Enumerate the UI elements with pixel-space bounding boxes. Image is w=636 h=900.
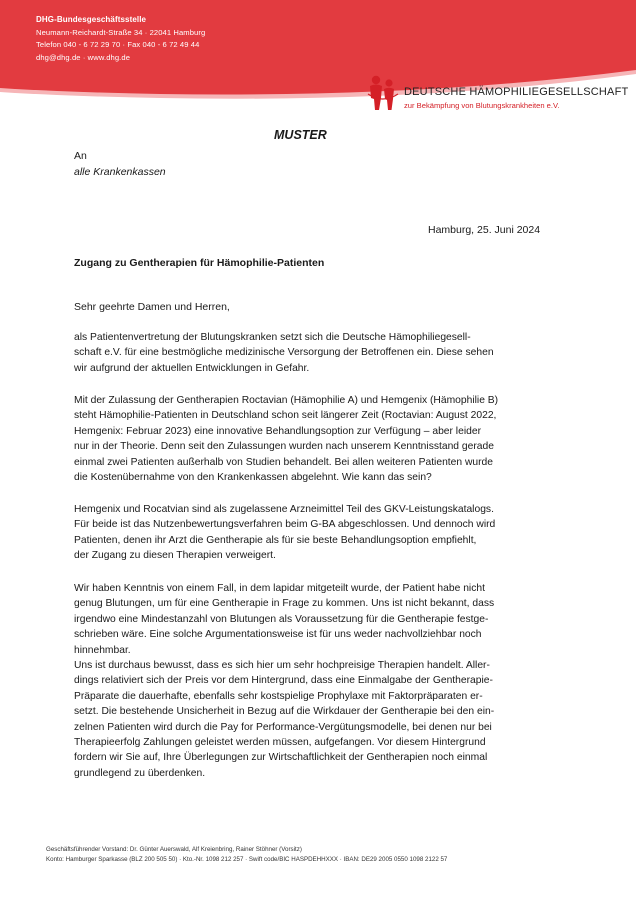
text-line: Mit der Zulassung der Gentherapien Roctavian (Hämophilie A) und Hemgenix (Hämophilie B) bbox=[74, 395, 499, 406]
recipient-line-1: An bbox=[74, 150, 87, 162]
text-line: hinnehmbar. bbox=[74, 644, 131, 656]
recipient-block bbox=[74, 148, 166, 180]
logo-subtitle: zur Bekämpfung von Blutungskrankheiten e.V. bbox=[404, 101, 560, 110]
text-line: Für beide ist das Nutzenbewertungsverfahren beim G-BA abgeschlossen. Und dennoch wird bbox=[74, 519, 496, 531]
dhg-logo bbox=[364, 74, 629, 114]
footer-bank-line: Konto: Hamburger Sparkasse (BLZ 200 505 50) · Kto.-Nr. 1098 212 257 · Swift code/BIC HASPDEHHXXX · IBAN: DE29 2005 0550 1098 2122 57 bbox=[46, 856, 448, 863]
text-line: genug Blutungen, um für eine Gentherapie in Frage zu kommen. Uns ist nicht bekannt, dass bbox=[74, 598, 495, 610]
text-line: zelnen Patienten wird durch die Pay for Performance-Vergütungsmodelle, bei denen nur bei bbox=[74, 721, 492, 733]
text-line: die Kostenübernahme von den Krankenkassen abgelehnt. Wie kann das sein? bbox=[74, 472, 432, 484]
logo-figures-icon bbox=[364, 74, 402, 112]
org-phone-fax: Telefon 040 - 6 72 29 70 · Fax 040 - 6 72 49 44 bbox=[36, 40, 200, 49]
text-line: der Zugang zu diesen Therapien verweigert. bbox=[74, 550, 276, 562]
text-line: Hemgenix: Februar 2023) eine innovative Behandlungsoption zur Verfügung – aber leider bbox=[74, 425, 481, 437]
logo-title: DEUTSCHE HÄMOPHILIEGESELLSCHAFT bbox=[404, 86, 629, 98]
text-line: steht Hämophilie-Patienten in Deutschland schon seit längerer Zeit (Roctavian: August 2022, bbox=[74, 410, 497, 422]
text-line: irgendwo eine Mindestanzahl von Blutungen als Voraussetzung für die Gentherapie festge- bbox=[74, 613, 489, 625]
text-line: Therapieerfolg Zahlungen geleistet werden müssen, aufgefangen. Vor diesem Hintergrund bbox=[74, 737, 486, 749]
text-line: Uns ist durchaus bewusst, dass es sich hier um sehr hochpreisige Therapien handelt. Aller- bbox=[74, 660, 490, 671]
text-line: grundlegend zu überdenken. bbox=[74, 767, 206, 779]
footer bbox=[46, 845, 447, 865]
letter-date: Hamburg, 25. Juni 2024 bbox=[428, 224, 541, 236]
muster-heading: MUSTER bbox=[274, 128, 327, 142]
text-line: einmal zwei Patienten außerhalb von Studien behandelt. Bei allen weiteren Patienten wurde bbox=[74, 456, 494, 468]
paragraph-1 bbox=[74, 330, 574, 376]
footer-board-line: Geschäftsführender Vorstand: Dr. Günter Auerswald, Alf Kreienbring, Rainer Stöhner (Vorsitz) bbox=[46, 846, 302, 853]
text-line: als Patientenvertretung der Blutungskranken setzt sich die Deutsche Hämophiliegesell- bbox=[74, 332, 471, 343]
org-name: DHG-Bundesgeschäftsstelle bbox=[36, 15, 147, 24]
text-line: schrieben wäre. Eine solche Argumentationsweise ist für uns weder nachvollziehbar noch bbox=[74, 629, 482, 641]
text-line: Patienten, denen ihr Arzt die Gentherapie als für sie beste Behandlungsoption empfiehlt, bbox=[74, 534, 477, 546]
paragraph-2 bbox=[74, 393, 574, 485]
text-line: nur in der Theorie. Denn seit den Zulassungen wurden nach unserem Kenntnisstand gerade bbox=[74, 441, 494, 453]
text-line: Präparate die dauerhafte, ebenfalls sehr kostspielige Prophylaxe mit Faktorpräparaten er- bbox=[74, 690, 483, 702]
org-contact-block bbox=[36, 14, 205, 64]
text-line: dings relativiert sich der Preis vor dem Hintergrund, dass eine Einmalgabe der Gentherapie- bbox=[74, 675, 493, 687]
text-line: Wir haben Kenntnis von einem Fall, in dem lapidar mitgeteilt wurde, der Patient habe nicht bbox=[74, 583, 485, 594]
text-line: setzt. Die bestehende Unsicherheit in Bezug auf die Wirkdauer der Gentherapie bei den ein- bbox=[74, 706, 495, 718]
recipient-line-2: alle Krankenkassen bbox=[74, 166, 166, 178]
salutation: Sehr geehrte Damen und Herren, bbox=[74, 301, 230, 313]
text-line: fordern wir Sie auf, Ihre Überlegungen zur Wirtschaftlichkeit der Gentherapien noch einmal bbox=[74, 752, 488, 764]
text-line: wir aufgrund der aktuellen Entwicklungen in Gefahr. bbox=[74, 362, 310, 374]
paragraph-3 bbox=[74, 502, 574, 564]
paragraph-5 bbox=[74, 658, 574, 781]
paragraph-4 bbox=[74, 581, 574, 658]
text-line: Hemgenix und Rocatvian sind als zugelassene Arzneimittel Teil des GKV-Leistungskatalogs. bbox=[74, 504, 494, 515]
text-line: schaft e.V. für eine bestmögliche medizinische Versorgung der Betroffenen ein. Diese sehen bbox=[74, 347, 494, 359]
letter-subject: Zugang zu Gentherapien für Hämophilie-Patienten bbox=[74, 257, 325, 269]
org-address: Neumann-Reichardt-Straße 34 · 22041 Hamburg bbox=[36, 27, 206, 37]
org-web: dhg@dhg.de · www.dhg.de bbox=[36, 52, 131, 62]
